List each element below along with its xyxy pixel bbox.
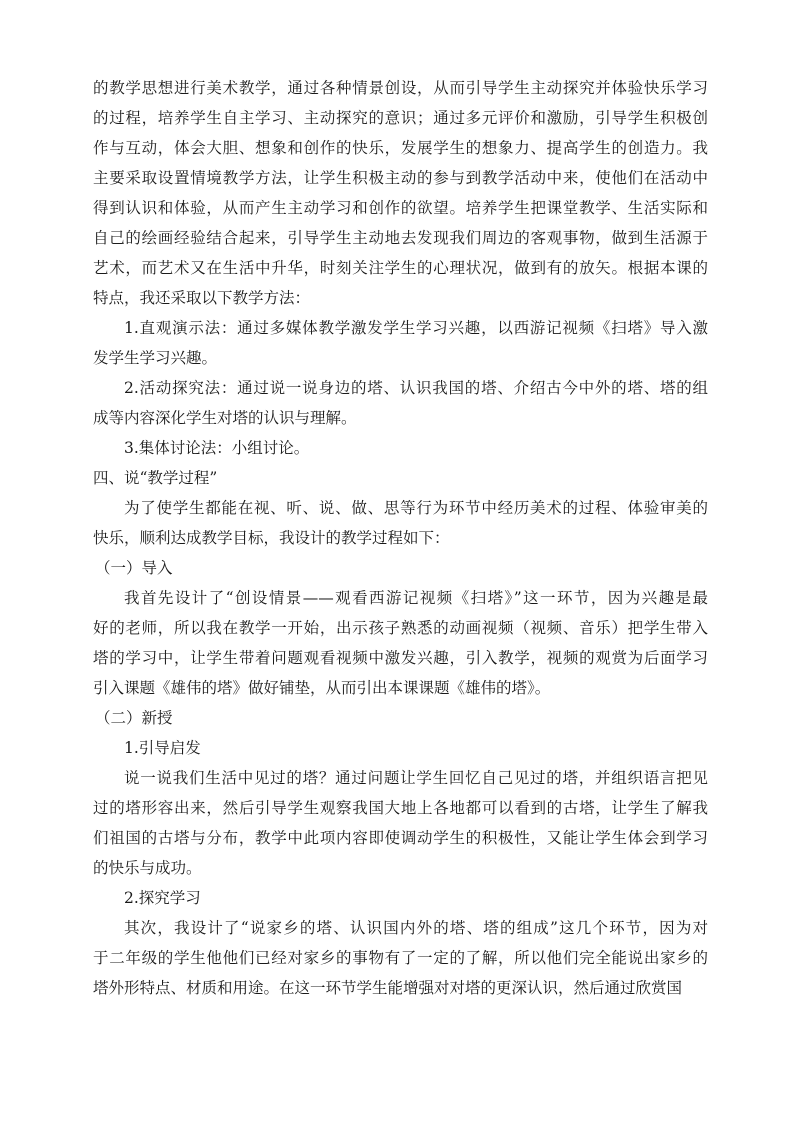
paragraph <box>93 373 708 433</box>
text-line: 的过程，培养学生自主学习、主动探究的意识；通过多元评价和激励，引导学生积极创 <box>93 109 708 127</box>
text-line: （二）新授 <box>95 709 173 727</box>
paragraph <box>93 583 708 703</box>
text-line: 塔的学习中，让学生带着问题观看视频中激发兴趣，引入教学，视频的观赏为后面学习 <box>93 649 708 667</box>
paragraph <box>93 913 708 1003</box>
paragraph <box>93 883 708 913</box>
text-line: 1.直观演示法：通过多媒体教学激发学生学习兴趣，以西游记视频《扫塔》导入激 <box>124 319 708 337</box>
paragraph <box>93 73 708 313</box>
text-line: 得到认识和体验，从而产生主动学习和创作的欲望。培养学生把课堂教学、生活实际和 <box>93 199 708 217</box>
text-line: 发学生学习兴趣。 <box>93 349 218 367</box>
subsection-heading <box>93 553 708 583</box>
text-line: 特点，我还采取以下教学方法： <box>93 289 311 307</box>
text-line: 1.引导启发 <box>124 739 201 757</box>
text-line: 为了使学生都能在视、听、说、做、思等行为环节中经历美术的过程、体验审美的 <box>124 499 708 517</box>
text-line: 2.活动探究法：通过说一说身边的塔、认识我国的塔、介绍古今中外的塔、塔的组 <box>124 379 708 397</box>
paragraph <box>93 493 708 553</box>
text-line: 的快乐与成功。 <box>93 859 202 877</box>
text-line: 成等内容深化学生对塔的认识与理解。 <box>93 409 357 427</box>
text-line: 艺术，而艺术又在生活中升华，时刻关注学生的心理状况，做到有的放矢。根据本课的 <box>93 259 708 277</box>
text-line: 主要采取设置情境教学方法，让学生积极主动的参与到教学活动中来，使他们在活动中 <box>93 169 708 187</box>
section-heading <box>93 463 708 493</box>
text-line: 四、说“教学过程” <box>93 469 218 487</box>
text-line: （一）导入 <box>95 559 173 577</box>
text-line: 快乐，顺利达成教学目标，我设计的教学过程如下： <box>93 529 450 547</box>
text-line: 2.探究学习 <box>124 889 201 907</box>
text-line: 的教学思想进行美术教学，通过各种情景创设，从而引导学生主动探究并体验快乐学习 <box>93 79 708 97</box>
paragraph <box>93 433 708 463</box>
document-body <box>93 73 708 1003</box>
text-line: 过的塔形容出来，然后引导学生观察我国大地上各地都可以看到的古塔，让学生了解我 <box>93 799 708 817</box>
text-line: 作与互动，体会大胆、想象和创作的快乐，发展学生的想象力、提高学生的创造力。我 <box>93 139 708 157</box>
paragraph <box>93 763 708 883</box>
text-line: 3.集体讨论法：小组讨论。 <box>124 439 310 457</box>
paragraph <box>93 313 708 373</box>
text-line: 塔外形特点、材质和用途。在这一环节学生能增强对对塔的更深认识，然后通过欣赏国 <box>93 979 683 997</box>
paragraph <box>93 733 708 763</box>
text-line: 于二年级的学生他他们已经对家乡的事物有了一定的了解，所以他们完全能说出家乡的 <box>93 949 708 967</box>
text-line: 好的老师，所以我在教学一开始，出示孩子熟悉的动画视频（视频、音乐）把学生带入 <box>93 619 708 637</box>
text-line: 们祖国的古塔与分布，教学中此项内容即使调动学生的积极性，又能让学生体会到学习 <box>93 829 708 847</box>
text-line: 其次，我设计了“说家乡的塔、认识国内外的塔、塔的组成”这几个环节，因为对 <box>124 919 708 937</box>
text-line: 自己的绘画经验结合起来，引导学生主动地去发现我们周边的客观事物，做到生活源于 <box>93 229 708 247</box>
text-line: 说一说我们生活中见过的塔？通过问题让学生回忆自己见过的塔，并组织语言把见 <box>124 769 708 787</box>
text-line: 引入课题《雄伟的塔》做好铺垫，从而引出本课课题《雄伟的塔》。 <box>93 679 551 697</box>
text-line: 我首先设计了“创设情景——观看西游记视频《扫塔》”这一环节，因为兴趣是最 <box>124 589 708 607</box>
subsection-heading <box>93 703 708 733</box>
